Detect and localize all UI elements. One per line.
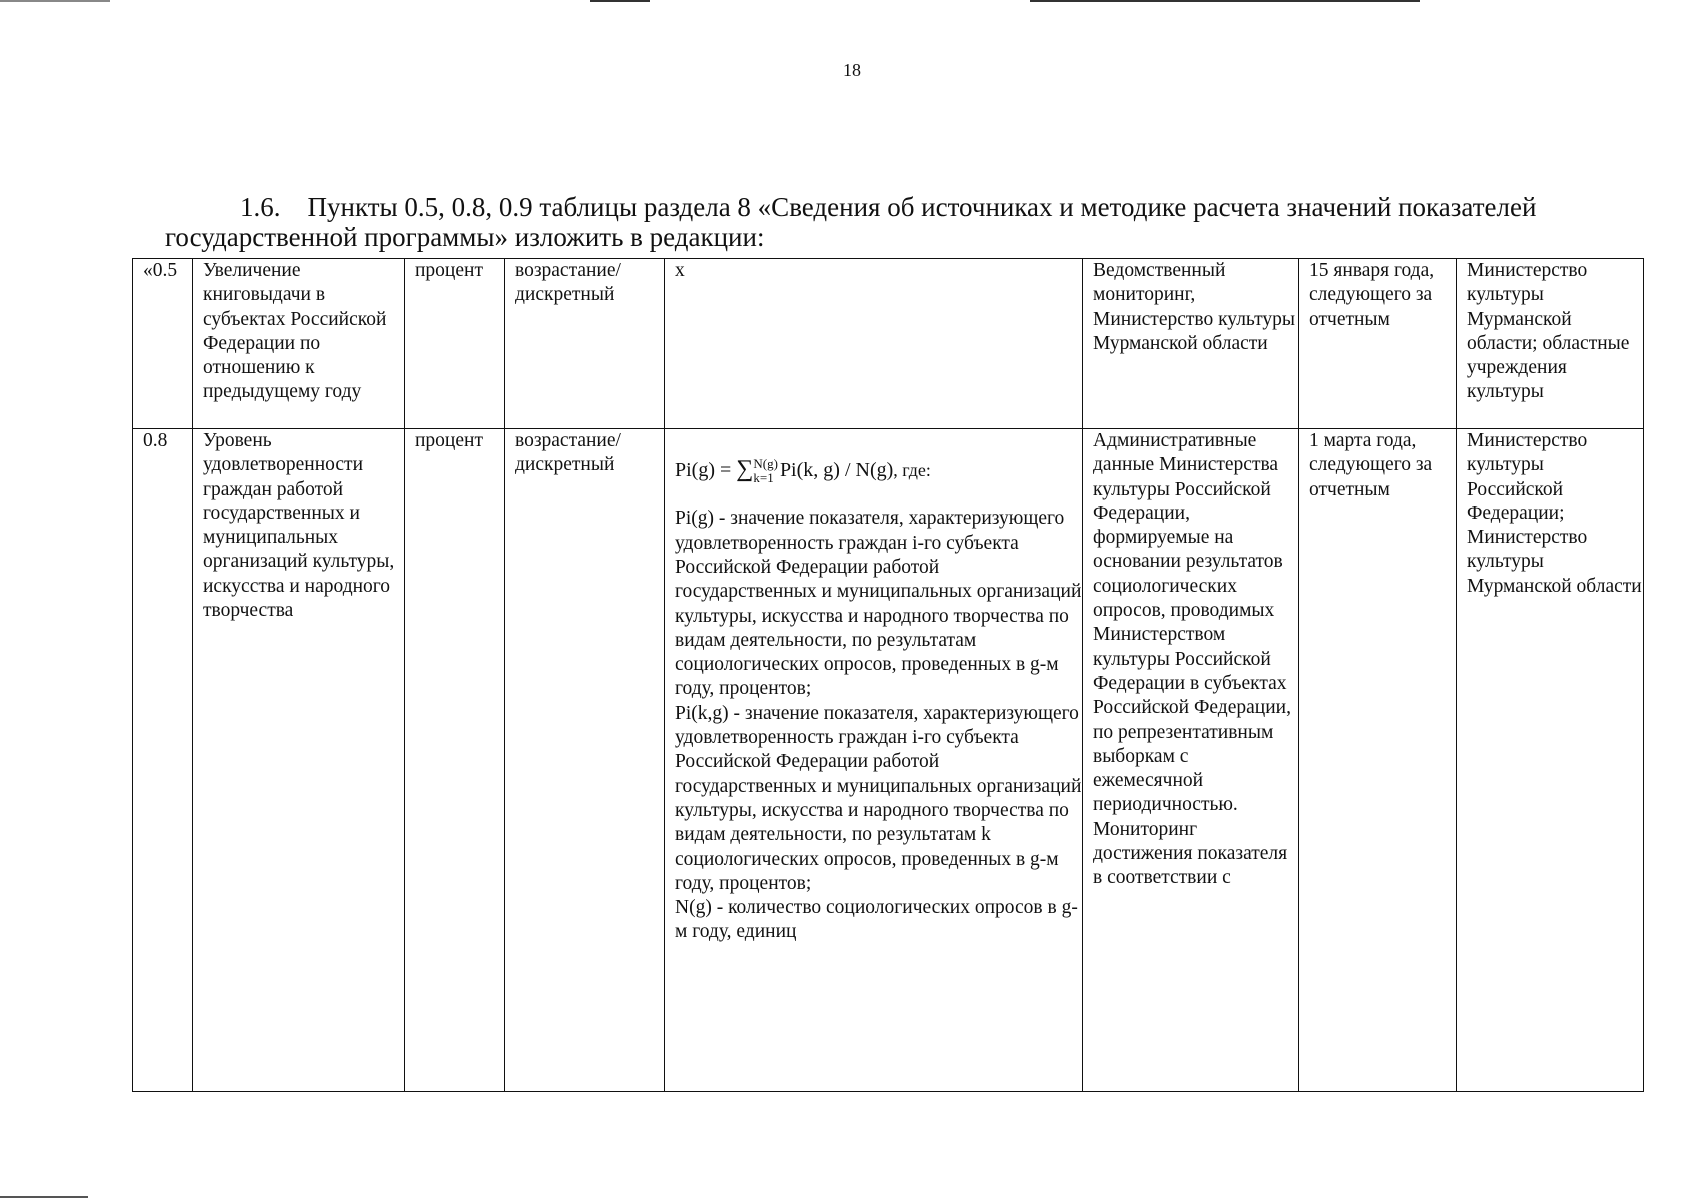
sum-lower-limit: k=1 bbox=[753, 470, 774, 486]
section-heading bbox=[165, 192, 1645, 252]
unit-cell: процент bbox=[405, 259, 505, 429]
indicator-type: возрастание/ дискретный bbox=[505, 429, 665, 1092]
indicator-name: Уровень удовлетворенности граждан работой государственных и муниципальных организаций культуры, искусства и народного творчества bbox=[193, 429, 405, 1092]
definition-pi-g: Pi(g) - значение показателя, характеризующего удовлетворенность граждан i-го субъекта Российской Федерации работой государственных и муниципальных организаций культуры, искусства и народного творчества по видам деятельности, по результатам социологических опросов, проведенных в g-м году, процентов; bbox=[675, 508, 1082, 700]
sum-symbol: ∑ bbox=[736, 456, 754, 482]
responsible-body: Министерство культуры Мурманской области; областные учреждения культуры bbox=[1457, 259, 1644, 429]
indicators-table bbox=[132, 258, 1644, 1092]
sum-upper-limit: N(g) bbox=[753, 456, 778, 472]
responsible-body: Министерство культуры Российской Федерации; Министерство культуры Мурманской области bbox=[1457, 429, 1644, 1092]
reporting-deadline: 1 марта года, следующего за отчетным bbox=[1299, 429, 1457, 1092]
formula-lhs: Pi(g) = bbox=[675, 459, 737, 481]
row-number: «0.5 bbox=[133, 259, 193, 429]
definition-ng: N(g) - количество социологических опросов в g-м году, единиц bbox=[675, 897, 1078, 943]
formula-rhs: Pi(k, g) / N(g) bbox=[779, 459, 894, 481]
definition-pi-kg: Pi(k,g) - значение показателя, характеризующего удовлетворенность граждан i-го субъекта Российской Федерации работой государственных и муниципальных организаций культуры, искусства и народного творчества по видам деятельности, по результатам k социологических опросов, проведенных в g-м году, процентов; bbox=[675, 702, 1082, 894]
indicator-name: Увеличение книговыдачи в субъектах Российской Федерации по отношению к предыдущему году bbox=[193, 259, 405, 429]
calculation-method: x bbox=[665, 259, 1083, 429]
formula-suffix: , где: bbox=[893, 460, 931, 480]
scan-artifact-line bbox=[0, 1196, 88, 1198]
indicator-type: возрастание/ дискретный bbox=[505, 259, 665, 429]
table-row bbox=[133, 259, 1644, 429]
data-source: Административные данные Министерства культуры Российской Федерации, формируемые на основании результатов социологических опросов, проводимых Министерством культуры Российской Федерации в субъектах Российской Федерации, по репрезентативным выборкам с ежемесячной периодичностью. Мониторинг достижения показателя в соответствии с bbox=[1083, 429, 1299, 1092]
page-number: 18 bbox=[843, 60, 861, 80]
scan-artifact-line bbox=[1030, 0, 1420, 2]
formula bbox=[675, 457, 1082, 485]
calculation-method bbox=[665, 429, 1083, 1092]
data-source: Ведомственный мониторинг, Министерство культуры Мурманской области bbox=[1083, 259, 1299, 429]
table-row bbox=[133, 429, 1644, 1092]
row-number: 0.8 bbox=[133, 429, 193, 1092]
heading-line-1: 1.6. Пункты 0.5, 0.8, 0.9 таблицы раздела 8 «Сведения об источниках и методике расчета значений показателей bbox=[240, 192, 1537, 222]
sum-limits bbox=[753, 457, 778, 485]
scan-artifact-line bbox=[0, 0, 110, 2]
scan-artifact-line bbox=[590, 0, 650, 2]
unit-cell: процент bbox=[405, 429, 505, 1092]
reporting-deadline: 15 января года, следующего за отчетным bbox=[1299, 259, 1457, 429]
heading-line-2: государственной программы» изложить в редакции: bbox=[165, 222, 765, 252]
